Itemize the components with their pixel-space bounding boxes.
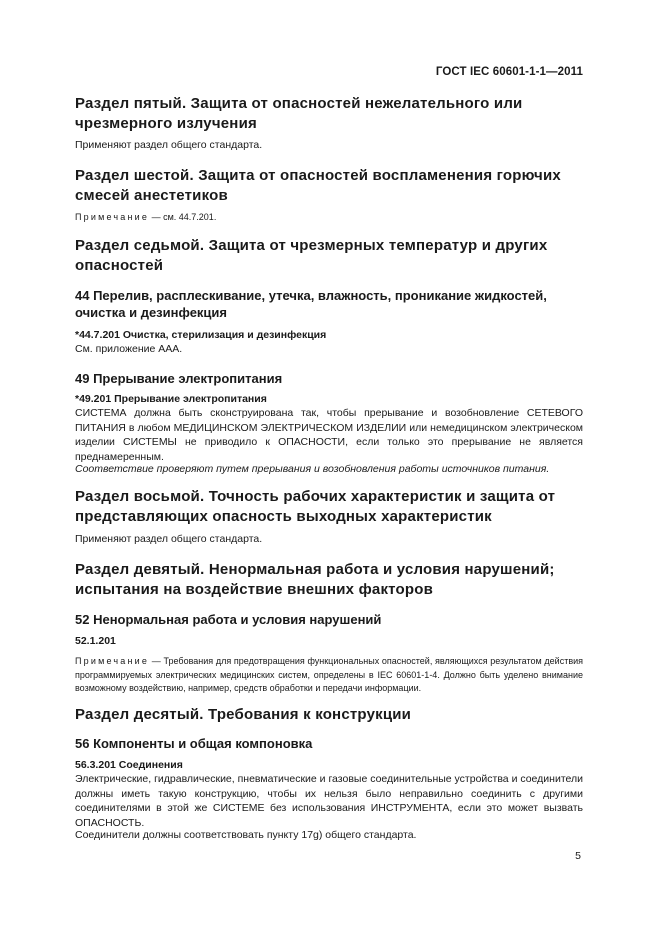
clause-56-title: 56 Компоненты и общая компоновка (75, 736, 313, 751)
clause-49-title: 49 Прерывание электропитания (75, 371, 283, 386)
clause-52-1-201-title: 52.1.201 (75, 635, 116, 647)
note-label: Примечание (75, 212, 150, 222)
clause-49-201-title: *49.201 Прерывание электропитания (75, 393, 267, 405)
clause-56-3-201-text: Электрические, гидравлические, пневматические и газовые соединительные устройства и соединители должны иметь такую конструкцию, чтобы их нельзя было неправильно соединить с другими соединителями в этой же СИСТЕМЕ без использования ИНСТРУМЕНТА, если это может вызвать ОПАСНОСТЬ. (75, 773, 583, 829)
clause-44-7-201-title: *44.7.201 Очистка, стерилизация и дезинфекция (75, 329, 327, 341)
note-text: — см. 44.7.201. (149, 212, 217, 222)
section-5-title: Раздел пятый. Защита от опасностей нежелательного или чрезмерного излучения (75, 95, 523, 132)
section-6-title: Раздел шестой. Защита от опасностей воспламенения горючих смесей анестетиков (75, 167, 561, 204)
section-7-title: Раздел седьмой. Защита от чрезмерных температур и других опасностей (75, 237, 548, 274)
page-number: 5 (575, 850, 581, 862)
section-8-text: Применяют раздел общего стандарта. (75, 533, 263, 545)
section-6-note (75, 211, 583, 225)
clause-44-7-201-text: См. приложение ААА. (75, 343, 183, 355)
standard-header: ГОСТ IEC 60601-1-1—2011 (435, 66, 583, 78)
section-9-title: Раздел девятый. Ненормальная работа и условия нарушений; испытания на воздействие внешних факторов (75, 561, 555, 598)
clause-56-3-201-title: 56.3.201 Соединения (75, 759, 183, 771)
note-text: — Требования для предотвращения функциональных опасностей, являющихся результатом действия программируемых электрических медицинских систем, определены в IEC 60601-1-4. Должно быть уделено внимание возможному воздействию, например, средств обработки и передачи информации. (75, 656, 583, 693)
section-5-text: Применяют раздел общего стандарта. (75, 139, 263, 151)
section-8-title: Раздел восьмой. Точность рабочих характеристик и защита от представляющих опасность выходных характеристик (75, 488, 556, 525)
clause-52-1-201-note (75, 655, 583, 696)
clause-49-201-compliance: Соответствие проверяют путем прерывания и возобновления работы источников питания. (75, 463, 550, 475)
clause-49-201-text: СИСТЕМА должна быть сконструирована так, чтобы прерывание и возобновление СЕТЕВОГО ПИТАНИЯ в любом МЕДИЦИНСКОМ ЭЛЕКТРИЧЕСКОМ ИЗДЕЛИИ или немедицинском электрическом изделии СИСТЕМЫ не приводило к ОПАСНОСТИ, если только это прерывание не является преднамеренным. (75, 407, 583, 463)
clause-44-title: 44 Перелив, расплескивание, утечка, влажность, проникание жидкостей, очистка и дезинфекция (75, 288, 547, 320)
clause-52-title: 52 Ненормальная работа и условия нарушений (75, 612, 382, 627)
section-10-title: Раздел десятый. Требования к конструкции (75, 706, 412, 723)
clause-56-3-201-text-2: Соединители должны соответствовать пункту 17g) общего стандарта. (75, 829, 417, 841)
note-label: Примечание (75, 656, 150, 666)
